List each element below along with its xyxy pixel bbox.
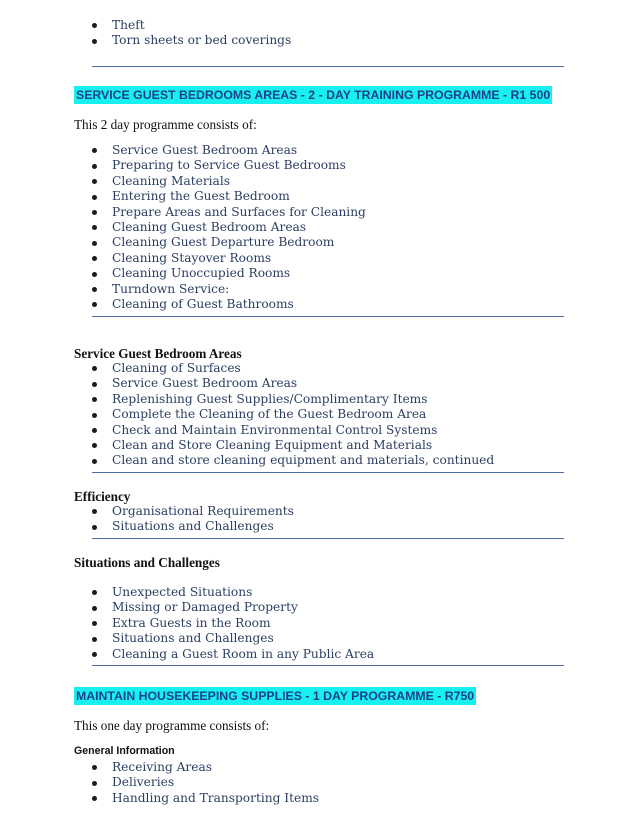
section-divider — [92, 538, 564, 539]
bullet-icon — [92, 428, 97, 433]
bullet-icon — [92, 195, 97, 200]
list-item-text: Clean and store cleaning equipment and materials, continued — [112, 453, 495, 468]
bullet-icon — [92, 39, 97, 44]
list-item-text: Complete the Cleaning of the Guest Bedroom Area — [112, 407, 427, 422]
list-item — [92, 297, 564, 312]
bullet-icon — [92, 765, 97, 770]
list-item-text: Preparing to Service Guest Bedrooms — [112, 158, 346, 173]
bullet-icon — [92, 241, 97, 246]
list-item-text: Organisational Requirements — [112, 504, 294, 518]
bullet-icon — [92, 621, 97, 626]
list-item — [92, 453, 564, 468]
list-item — [92, 361, 564, 376]
list-item-text: Torn sheets or bed coverings — [112, 33, 292, 48]
list-item-text: Turndown Service: — [112, 281, 230, 296]
list-item — [92, 266, 564, 281]
list-item-text: Theft — [112, 18, 145, 32]
general-information-bullet-list — [92, 760, 564, 806]
list-item-text: Replenishing Guest Supplies/Complimentary Items — [112, 391, 428, 406]
section-title-housekeeping-supplies: MAINTAIN HOUSEKEEPING SUPPLIES - 1 DAY PROGRAMME - R750 — [76, 689, 475, 703]
bullet-icon — [92, 148, 97, 153]
bullet-icon — [92, 509, 97, 514]
list-item-text: Cleaning Guest Bedroom Areas — [112, 219, 307, 234]
list-item — [92, 791, 564, 806]
list-item-text: Cleaning a Guest Room in any Public Area — [112, 646, 375, 661]
list-item — [92, 504, 564, 519]
list-item — [92, 189, 564, 204]
list-item — [92, 407, 564, 422]
list-item — [92, 251, 564, 266]
list-item — [92, 205, 564, 220]
list-item — [92, 760, 564, 775]
bullet-icon — [92, 525, 97, 530]
bullet-icon — [92, 366, 97, 371]
list-item — [92, 158, 564, 173]
list-item — [92, 616, 564, 631]
bullet-icon — [92, 397, 97, 402]
service-areas-bullet-list — [92, 361, 564, 469]
section-divider — [92, 472, 564, 473]
list-item — [92, 235, 564, 250]
bullet-icon — [92, 272, 97, 277]
bullet-icon — [92, 443, 97, 448]
list-item-text: Entering the Guest Bedroom — [112, 189, 290, 204]
list-item-text: Deliveries — [112, 775, 175, 790]
list-item — [92, 438, 564, 453]
top-bullet-list — [92, 18, 564, 49]
bullet-icon — [92, 287, 97, 292]
list-item-text: Cleaning Guest Departure Bedroom — [112, 235, 335, 250]
list-item-text: Service Guest Bedroom Areas — [112, 143, 298, 157]
list-item — [92, 220, 564, 235]
section-divider — [92, 316, 564, 317]
bullet-icon — [92, 23, 97, 28]
bullet-icon — [92, 590, 97, 595]
list-item — [92, 600, 564, 615]
section-title-service-guest-bedrooms: SERVICE GUEST BEDROOMS AREAS - 2 - DAY TRAINING PROGRAMME - R1 500 — [76, 88, 551, 102]
section-intro: This one day programme consists of: — [74, 718, 270, 733]
subsection-heading-service-areas: Service Guest Bedroom Areas — [74, 346, 242, 361]
list-item-text: Check and Maintain Environmental Control Systems — [112, 422, 438, 437]
list-item-text: Extra Guests in the Room — [112, 615, 271, 630]
list-item-text: Missing or Damaged Property — [112, 600, 298, 615]
list-item-text: Clean and Store Cleaning Equipment and Materials — [112, 437, 433, 452]
list-item — [92, 631, 564, 646]
bullet-icon — [92, 179, 97, 184]
list-item — [92, 174, 564, 189]
list-item-text: Cleaning Materials — [112, 173, 230, 188]
list-item-text: Situations and Challenges — [112, 519, 274, 534]
list-item — [92, 423, 564, 438]
list-item-text: Cleaning of Guest Bathrooms — [112, 296, 294, 311]
subsection-heading-situations: Situations and Challenges — [74, 555, 220, 570]
programme-bullet-list — [92, 143, 564, 312]
bullet-icon — [92, 382, 97, 387]
bullet-icon — [92, 637, 97, 642]
bullet-icon — [92, 210, 97, 215]
list-item — [92, 282, 564, 297]
list-item-text: Handling and Transporting Items — [112, 790, 320, 805]
list-item — [92, 775, 564, 790]
bullet-icon — [92, 781, 97, 786]
bullet-icon — [92, 225, 97, 230]
subsection-heading-efficiency: Efficiency — [74, 489, 131, 504]
section-divider — [92, 66, 564, 67]
situations-bullet-list — [92, 585, 564, 662]
section-intro: This 2 day programme consists of: — [74, 117, 257, 132]
list-item-text: Prepare Areas and Surfaces for Cleaning — [112, 204, 366, 219]
bullet-icon — [92, 796, 97, 801]
section-divider — [92, 665, 564, 666]
list-item — [92, 585, 564, 600]
bullet-icon — [92, 302, 97, 307]
list-item — [92, 18, 564, 33]
list-item-text: Cleaning of Surfaces — [112, 361, 241, 375]
bullet-icon — [92, 413, 97, 418]
bullet-icon — [92, 256, 97, 261]
list-item — [92, 392, 564, 407]
efficiency-bullet-list — [92, 504, 564, 535]
bullet-icon — [92, 606, 97, 611]
bullet-icon — [92, 164, 97, 169]
bullet-icon — [92, 459, 97, 464]
list-item-text: Service Guest Bedroom Areas — [112, 376, 298, 391]
list-item — [92, 143, 564, 158]
list-item-text: Cleaning Unoccupied Rooms — [112, 266, 291, 281]
list-item-text: Cleaning Stayover Rooms — [112, 250, 272, 265]
list-item — [92, 376, 564, 391]
list-item — [92, 519, 564, 534]
list-item-text: Receiving Areas — [112, 760, 212, 774]
bullet-icon — [92, 652, 97, 657]
list-item — [92, 33, 564, 48]
list-item — [92, 647, 564, 662]
list-item-text: Unexpected Situations — [112, 585, 253, 599]
list-item-text: Situations and Challenges — [112, 631, 274, 646]
subsection-heading-general-information: General Information — [74, 745, 175, 757]
